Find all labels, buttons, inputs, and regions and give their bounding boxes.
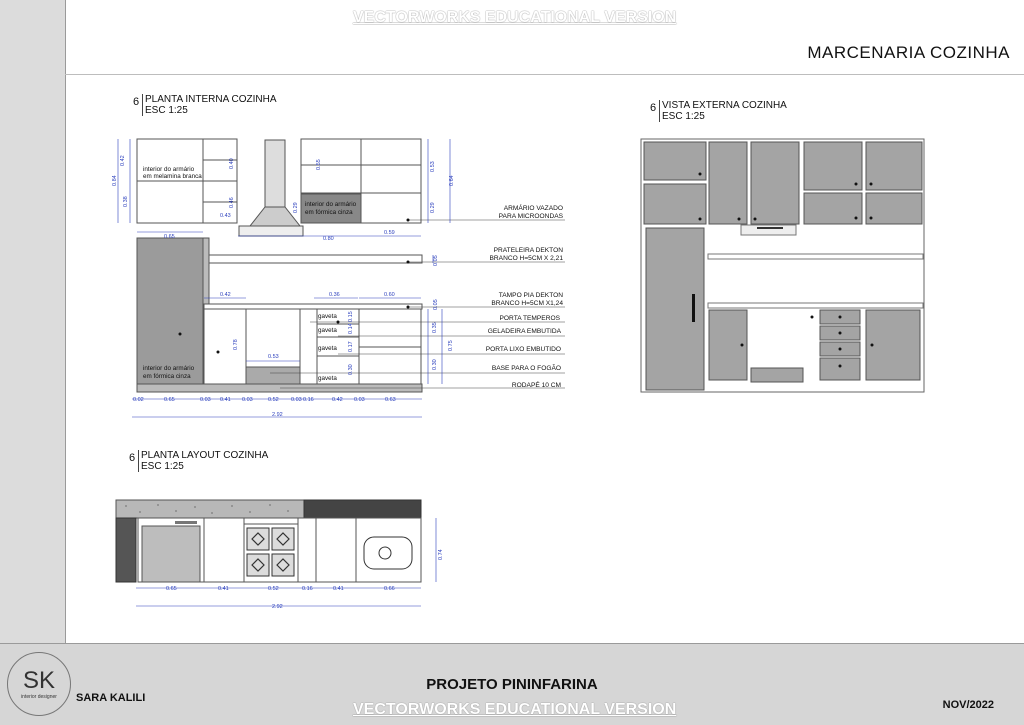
layout-dim-5: 0.66 bbox=[384, 586, 395, 592]
layout-fridge-inner bbox=[142, 526, 200, 582]
view-title: VISTA EXTERNA COZINHA bbox=[662, 100, 787, 111]
layout-dim-2: 0.52 bbox=[268, 586, 279, 592]
note-prateleira-1: PRATELEIRA DEKTON bbox=[493, 247, 563, 254]
layout-fridge-handle bbox=[175, 521, 197, 524]
note-armario-vazado-2: PARA MICROONDAS bbox=[498, 213, 563, 220]
dim-0-65-top: 0.65 bbox=[164, 234, 175, 240]
note-gaveta-4: gaveta bbox=[318, 375, 337, 382]
dim-0-42: 0.42 bbox=[120, 155, 126, 166]
note-porta-lixo: PORTA LIXO EMBUTIDO bbox=[485, 346, 561, 353]
designer-name: SARA KALILI bbox=[76, 692, 146, 704]
dim-0-46: 0.46 bbox=[229, 197, 235, 208]
note-prateleira-2: BRANCO H=5CM X 2,21 bbox=[489, 255, 563, 262]
watermark-bottom: VECTORWORKS EDUCATIONAL VERSION bbox=[353, 701, 677, 718]
dim-bottom-1: 0.65 bbox=[164, 397, 175, 403]
dim-0-80: 0.80 bbox=[323, 236, 334, 242]
logo-monogram: SK bbox=[22, 667, 55, 694]
dim-bottom-8: 0.42 bbox=[332, 397, 343, 403]
layout-dim-total: 2.92 bbox=[272, 604, 283, 610]
note-interior-formica-low-2: em fórmica cinza bbox=[143, 373, 191, 380]
dim-bottom-5: 0.52 bbox=[268, 397, 279, 403]
sheet-title: MARCENARIA COZINHA bbox=[807, 43, 1010, 62]
note-armario-vazado-1: ARMÁRIO VAZADO bbox=[503, 205, 563, 212]
dim-0-53b: 0.53 bbox=[268, 354, 279, 360]
note-tampo-1: TAMPO PIA DEKTON bbox=[498, 292, 563, 299]
logo-subtitle: interior designer bbox=[21, 694, 57, 700]
granite-counter bbox=[116, 500, 304, 518]
view-scale: ESC 1:25 bbox=[662, 111, 705, 122]
note-interior-melamina-1: interior do armário bbox=[143, 166, 195, 173]
dim-0-15: 0.15 bbox=[348, 311, 354, 322]
view-scale: ESC 1:25 bbox=[141, 461, 184, 472]
dim-0-17: 0.17 bbox=[348, 341, 354, 352]
dim-0-38: 0.38 bbox=[123, 196, 129, 207]
dim-bottom-2: 0.03 bbox=[200, 397, 211, 403]
dim-0-40: 0.40 bbox=[229, 158, 235, 169]
dim-0-60: 0.60 bbox=[384, 292, 395, 298]
dim-0-30: 0.30 bbox=[348, 364, 354, 375]
dim-0-53: 0.53 bbox=[430, 161, 436, 172]
dim-0-36: 0.36 bbox=[329, 292, 340, 298]
dim-0-29b: 0.29 bbox=[430, 202, 436, 213]
layout-cabinet bbox=[204, 518, 244, 582]
dim-0-43: 0.43 bbox=[220, 213, 231, 219]
view-scale: ESC 1:25 bbox=[145, 105, 188, 116]
watermark-top: VECTORWORKS EDUCATIONAL VERSION bbox=[353, 9, 677, 26]
layout-drawers bbox=[316, 518, 356, 582]
note-interior-formica-2: em fórmica cinza bbox=[305, 209, 353, 216]
layout-dim-0: 0.65 bbox=[166, 586, 177, 592]
dim-0-84: 0.84 bbox=[112, 175, 118, 186]
note-interior-melamina-2: em melamina branca bbox=[143, 173, 202, 180]
dark-counter bbox=[304, 500, 421, 518]
layout-dim-height: 0.74 bbox=[438, 549, 444, 560]
dim-bottom-10: 0.63 bbox=[385, 397, 396, 403]
layout-dim-4: 0.41 bbox=[333, 586, 344, 592]
layout-spice bbox=[298, 518, 316, 582]
note-porta-temperos: PORTA TEMPEROS bbox=[499, 315, 560, 322]
dim-0-30b: 0.30 bbox=[432, 359, 438, 370]
note-geladeira: GELADEIRA EMBUTIDA bbox=[487, 328, 561, 335]
note-gaveta-1: gaveta bbox=[318, 313, 337, 320]
view-number: 6 bbox=[650, 102, 657, 114]
dim-0-59: 0.59 bbox=[384, 230, 395, 236]
dim-0-55: 0.55 bbox=[316, 159, 322, 170]
dim-bottom-9: 0.03 bbox=[354, 397, 365, 403]
dim-bottom-0: 0.02 bbox=[133, 397, 144, 403]
dim-0-05: 0.05 bbox=[433, 255, 439, 266]
note-interior-formica-low-1: interior do armário bbox=[143, 365, 195, 372]
dim-bottom-3: 0.41 bbox=[220, 397, 231, 403]
dim-0-14: 0.14 bbox=[348, 323, 354, 334]
dim-total-interna: 2.92 bbox=[272, 412, 283, 418]
dim-0-42b: 0.42 bbox=[220, 292, 231, 298]
view-title: PLANTA LAYOUT COZINHA bbox=[141, 450, 269, 461]
dim-0-05b: 0.05 bbox=[433, 299, 439, 310]
dim-bottom-6: 0.03 bbox=[291, 397, 302, 403]
layout-side-panel bbox=[116, 518, 136, 582]
project-name: PROJETO PININFARINA bbox=[426, 676, 598, 693]
dim-bottom-4: 0.03 bbox=[242, 397, 253, 403]
dim-0-35: 0.35 bbox=[432, 322, 438, 333]
note-rodape: RODAPÉ 10 CM bbox=[511, 382, 561, 389]
layout-dim-3: 0.16 bbox=[302, 586, 313, 592]
note-interior-formica-1: interior do armário bbox=[305, 201, 357, 208]
view-number: 6 bbox=[133, 96, 140, 108]
view-title: PLANTA INTERNA COZINHA bbox=[145, 94, 277, 105]
dim-bottom-7: 0.16 bbox=[303, 397, 314, 403]
layout-sink bbox=[364, 537, 412, 569]
note-base-fogao: BASE PARA O FOGÃO bbox=[491, 365, 561, 372]
dim-0-78: 0.78 bbox=[233, 339, 239, 350]
sheet-date: NOV/2022 bbox=[942, 699, 994, 711]
layout-dim-1: 0.41 bbox=[218, 586, 229, 592]
dim-0-64: 0.64 bbox=[449, 175, 455, 186]
view-number: 6 bbox=[129, 452, 136, 464]
dim-0-29: 0.29 bbox=[293, 202, 299, 213]
note-gaveta-3: gaveta bbox=[318, 345, 337, 352]
dim-0-75: 0.75 bbox=[448, 340, 454, 351]
note-gaveta-2: gaveta bbox=[318, 327, 337, 334]
note-tampo-2: BRANCO H=5CM X1,24 bbox=[491, 300, 563, 307]
